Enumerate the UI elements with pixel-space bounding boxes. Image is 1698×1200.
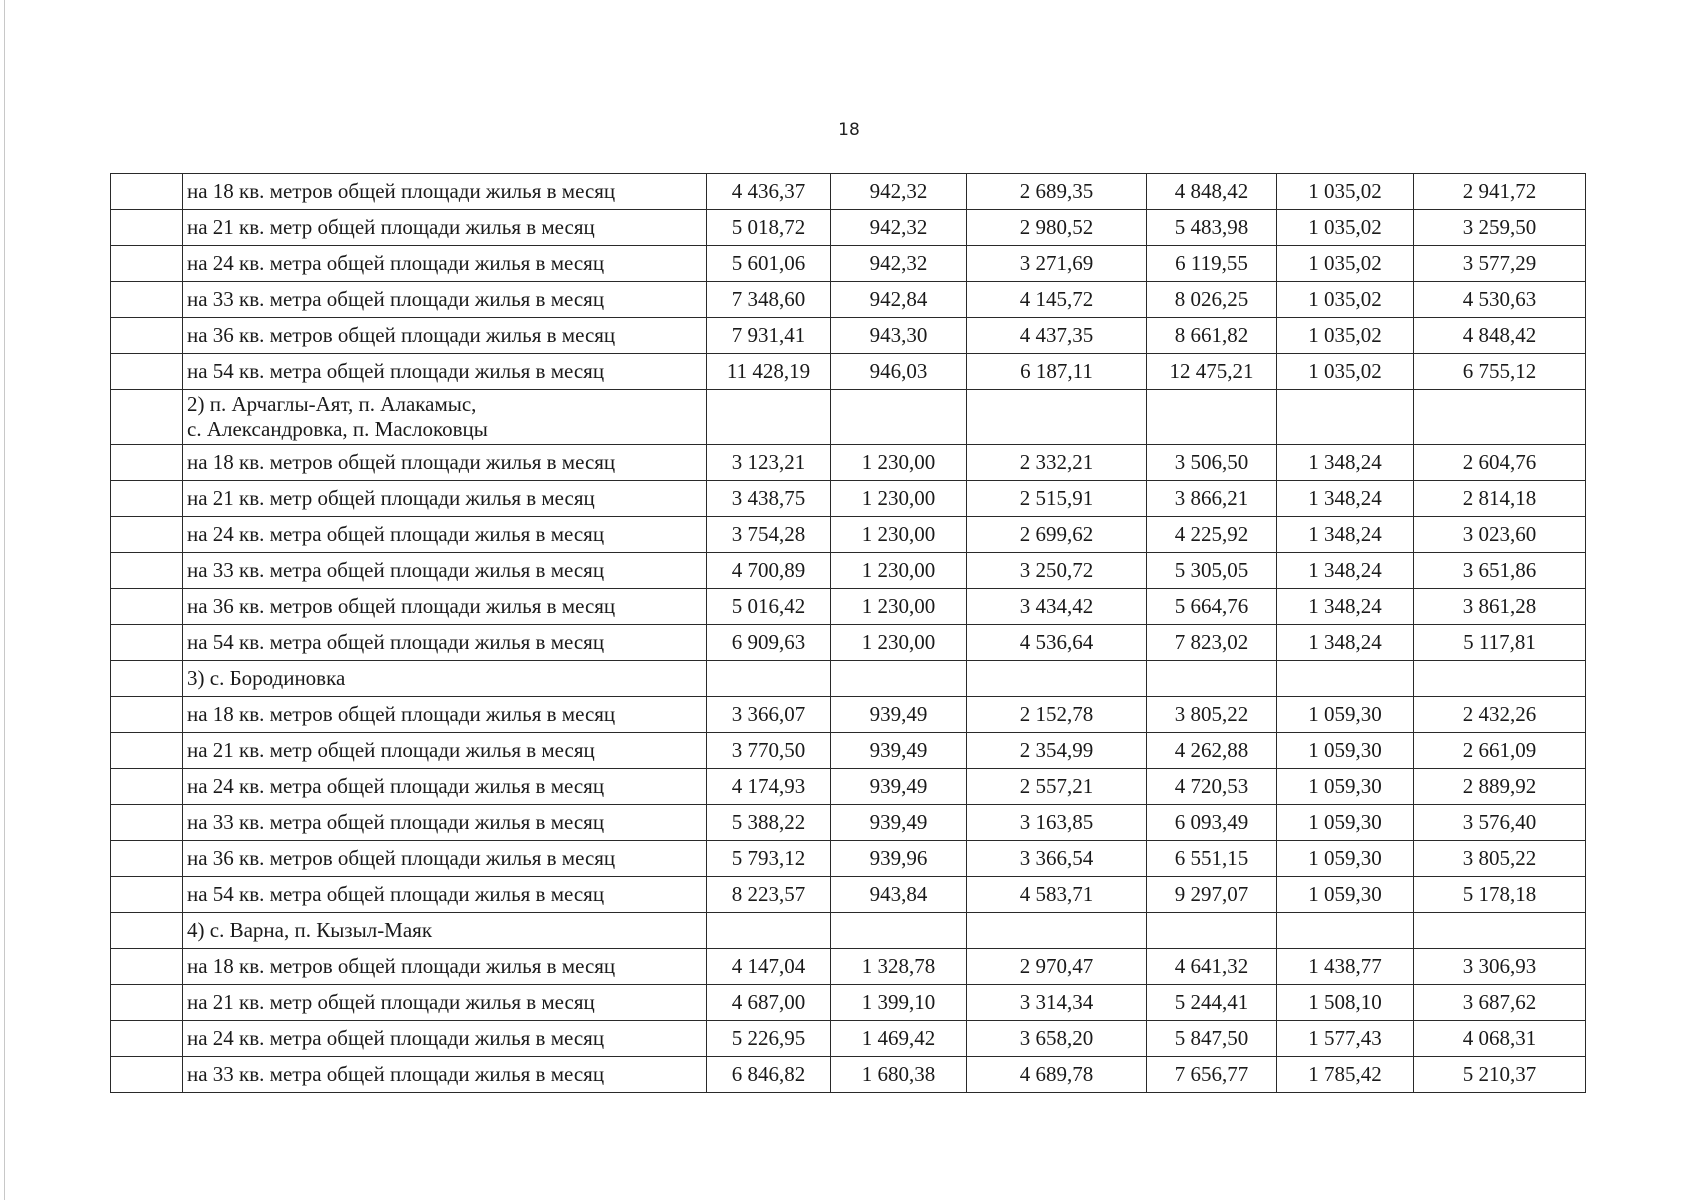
value-cell: 4 689,78 bbox=[967, 1057, 1147, 1093]
row-index-cell bbox=[111, 553, 183, 589]
row-label-cell: на 54 кв. метра общей площади жилья в месяц bbox=[183, 877, 707, 913]
value-cell: 3 770,50 bbox=[707, 733, 831, 769]
value-cell: 7 823,02 bbox=[1147, 625, 1277, 661]
value-cell: 1 348,24 bbox=[1277, 589, 1414, 625]
table-row bbox=[111, 481, 1586, 517]
row-index-cell bbox=[111, 877, 183, 913]
row-label-cell: на 18 кв. метров общей площади жилья в месяц bbox=[183, 697, 707, 733]
value-cell: 7 931,41 bbox=[707, 318, 831, 354]
value-cell: 3 314,34 bbox=[967, 985, 1147, 1021]
table-row bbox=[111, 805, 1586, 841]
row-index-cell bbox=[111, 282, 183, 318]
table-row bbox=[111, 625, 1586, 661]
value-cell: 1 348,24 bbox=[1277, 517, 1414, 553]
value-cell: 7 656,77 bbox=[1147, 1057, 1277, 1093]
value-cell: 3 866,21 bbox=[1147, 481, 1277, 517]
scan-edge-line bbox=[4, 0, 5, 1200]
value-cell: 1 438,77 bbox=[1277, 949, 1414, 985]
value-cell: 1 785,42 bbox=[1277, 1057, 1414, 1093]
row-label-cell: на 36 кв. метров общей площади жилья в месяц bbox=[183, 841, 707, 877]
table-row bbox=[111, 877, 1586, 913]
value-cell: 5 847,50 bbox=[1147, 1021, 1277, 1057]
value-cell: 4 848,42 bbox=[1147, 174, 1277, 210]
row-label-cell: на 21 кв. метр общей площади жилья в месяц bbox=[183, 210, 707, 246]
row-index-cell bbox=[111, 589, 183, 625]
value-cell: 1 230,00 bbox=[831, 445, 967, 481]
table-row bbox=[111, 354, 1586, 390]
row-label-cell: на 18 кв. метров общей площади жилья в месяц bbox=[183, 445, 707, 481]
group-label-line: 2) п. Арчаглы-Аят, п. Алакамыс, bbox=[187, 392, 477, 416]
row-label-cell: на 24 кв. метра общей площади жилья в месяц bbox=[183, 246, 707, 282]
group-label-cell bbox=[183, 661, 707, 697]
value-cell: 3 576,40 bbox=[1414, 805, 1586, 841]
value-cell: 1 035,02 bbox=[1277, 210, 1414, 246]
value-cell: 1 469,42 bbox=[831, 1021, 967, 1057]
group-label-cell bbox=[183, 913, 707, 949]
table-row bbox=[111, 949, 1586, 985]
value-cell: 8 026,25 bbox=[1147, 282, 1277, 318]
value-cell: 1 035,02 bbox=[1277, 246, 1414, 282]
row-label-cell: на 18 кв. метров общей площади жилья в месяц bbox=[183, 174, 707, 210]
row-label-cell: на 33 кв. метра общей площади жилья в месяц bbox=[183, 1057, 707, 1093]
value-cell: 5 210,37 bbox=[1414, 1057, 1586, 1093]
value-cell: 1 035,02 bbox=[1277, 282, 1414, 318]
table-row bbox=[111, 985, 1586, 1021]
value-cell bbox=[1147, 390, 1277, 445]
value-cell: 1 508,10 bbox=[1277, 985, 1414, 1021]
value-cell bbox=[831, 913, 967, 949]
row-label-cell: на 33 кв. метра общей площади жилья в месяц bbox=[183, 805, 707, 841]
value-cell bbox=[967, 390, 1147, 445]
value-cell: 6 093,49 bbox=[1147, 805, 1277, 841]
value-cell: 3 506,50 bbox=[1147, 445, 1277, 481]
value-cell: 11 428,19 bbox=[707, 354, 831, 390]
value-cell: 946,03 bbox=[831, 354, 967, 390]
table-row bbox=[111, 589, 1586, 625]
row-index-cell bbox=[111, 769, 183, 805]
group-row bbox=[111, 913, 1586, 949]
row-index-cell bbox=[111, 1057, 183, 1093]
value-cell: 1 230,00 bbox=[831, 625, 967, 661]
value-cell: 6 187,11 bbox=[967, 354, 1147, 390]
table-row bbox=[111, 282, 1586, 318]
value-cell: 2 432,26 bbox=[1414, 697, 1586, 733]
row-label-cell: на 33 кв. метра общей площади жилья в месяц bbox=[183, 553, 707, 589]
table-row bbox=[111, 517, 1586, 553]
value-cell: 6 551,15 bbox=[1147, 841, 1277, 877]
row-index-cell bbox=[111, 318, 183, 354]
value-cell: 3 754,28 bbox=[707, 517, 831, 553]
value-cell: 4 700,89 bbox=[707, 553, 831, 589]
value-cell: 943,30 bbox=[831, 318, 967, 354]
value-cell: 4 530,63 bbox=[1414, 282, 1586, 318]
value-cell: 5 793,12 bbox=[707, 841, 831, 877]
value-cell bbox=[967, 913, 1147, 949]
value-cell: 5 388,22 bbox=[707, 805, 831, 841]
value-cell: 4 583,71 bbox=[967, 877, 1147, 913]
value-cell: 5 601,06 bbox=[707, 246, 831, 282]
value-cell: 4 687,00 bbox=[707, 985, 831, 1021]
value-cell: 1 230,00 bbox=[831, 481, 967, 517]
value-cell: 1 059,30 bbox=[1277, 697, 1414, 733]
table-row bbox=[111, 841, 1586, 877]
page-number: 18 bbox=[838, 120, 860, 140]
value-cell: 5 483,98 bbox=[1147, 210, 1277, 246]
value-cell bbox=[831, 390, 967, 445]
value-cell: 1 680,38 bbox=[831, 1057, 967, 1093]
group-row bbox=[111, 390, 1586, 445]
row-index-cell bbox=[111, 354, 183, 390]
value-cell: 3 306,93 bbox=[1414, 949, 1586, 985]
value-cell: 1 230,00 bbox=[831, 553, 967, 589]
value-cell: 4 145,72 bbox=[967, 282, 1147, 318]
value-cell: 3 366,07 bbox=[707, 697, 831, 733]
row-label-cell: на 54 кв. метра общей площади жилья в месяц bbox=[183, 625, 707, 661]
value-cell: 6 846,82 bbox=[707, 1057, 831, 1093]
value-cell: 4 147,04 bbox=[707, 949, 831, 985]
value-cell: 8 223,57 bbox=[707, 877, 831, 913]
table-row bbox=[111, 445, 1586, 481]
row-index-cell bbox=[111, 210, 183, 246]
row-index-cell bbox=[111, 1021, 183, 1057]
table-row bbox=[111, 697, 1586, 733]
value-cell: 1 035,02 bbox=[1277, 318, 1414, 354]
value-cell: 9 297,07 bbox=[1147, 877, 1277, 913]
value-cell bbox=[1414, 913, 1586, 949]
value-cell: 2 814,18 bbox=[1414, 481, 1586, 517]
value-cell: 3 651,86 bbox=[1414, 553, 1586, 589]
row-label-cell: на 36 кв. метров общей площади жилья в месяц bbox=[183, 318, 707, 354]
value-cell: 3 577,29 bbox=[1414, 246, 1586, 282]
table-row bbox=[111, 174, 1586, 210]
value-cell: 3 366,54 bbox=[967, 841, 1147, 877]
value-cell: 5 664,76 bbox=[1147, 589, 1277, 625]
value-cell: 2 152,78 bbox=[967, 697, 1147, 733]
group-label-line: 3) с. Бородиновка bbox=[187, 666, 346, 690]
value-cell bbox=[707, 390, 831, 445]
row-index-cell bbox=[111, 913, 183, 949]
value-cell bbox=[1414, 661, 1586, 697]
value-cell: 3 687,62 bbox=[1414, 985, 1586, 1021]
group-row bbox=[111, 661, 1586, 697]
row-index-cell bbox=[111, 625, 183, 661]
table-row bbox=[111, 210, 1586, 246]
value-cell: 4 174,93 bbox=[707, 769, 831, 805]
table-row bbox=[111, 769, 1586, 805]
row-index-cell bbox=[111, 805, 183, 841]
value-cell: 3 250,72 bbox=[967, 553, 1147, 589]
value-cell: 942,32 bbox=[831, 174, 967, 210]
value-cell: 4 068,31 bbox=[1414, 1021, 1586, 1057]
value-cell: 5 226,95 bbox=[707, 1021, 831, 1057]
row-label-cell: на 24 кв. метра общей площади жилья в месяц bbox=[183, 1021, 707, 1057]
value-cell: 5 305,05 bbox=[1147, 553, 1277, 589]
value-cell: 2 515,91 bbox=[967, 481, 1147, 517]
value-cell: 4 436,37 bbox=[707, 174, 831, 210]
value-cell: 3 259,50 bbox=[1414, 210, 1586, 246]
row-label-cell: на 54 кв. метра общей площади жилья в месяц bbox=[183, 354, 707, 390]
row-label-cell: на 21 кв. метр общей площади жилья в месяц bbox=[183, 985, 707, 1021]
group-label-cell bbox=[183, 390, 707, 445]
value-cell: 7 348,60 bbox=[707, 282, 831, 318]
value-cell: 2 689,35 bbox=[967, 174, 1147, 210]
value-cell: 3 163,85 bbox=[967, 805, 1147, 841]
value-cell: 2 661,09 bbox=[1414, 733, 1586, 769]
value-cell: 3 658,20 bbox=[967, 1021, 1147, 1057]
row-label-cell: на 33 кв. метра общей площади жилья в месяц bbox=[183, 282, 707, 318]
value-cell: 2 970,47 bbox=[967, 949, 1147, 985]
value-cell: 939,49 bbox=[831, 805, 967, 841]
value-cell bbox=[1277, 661, 1414, 697]
value-cell: 943,84 bbox=[831, 877, 967, 913]
row-label-cell: на 24 кв. метра общей площади жилья в месяц bbox=[183, 517, 707, 553]
row-index-cell bbox=[111, 949, 183, 985]
row-label-cell: на 18 кв. метров общей площади жилья в месяц bbox=[183, 949, 707, 985]
value-cell: 1 035,02 bbox=[1277, 354, 1414, 390]
value-cell: 942,32 bbox=[831, 246, 967, 282]
value-cell: 1 348,24 bbox=[1277, 625, 1414, 661]
value-cell: 2 557,21 bbox=[967, 769, 1147, 805]
value-cell bbox=[1277, 390, 1414, 445]
value-cell: 2 980,52 bbox=[967, 210, 1147, 246]
value-cell: 5 178,18 bbox=[1414, 877, 1586, 913]
row-label-cell: на 24 кв. метра общей площади жилья в месяц bbox=[183, 769, 707, 805]
table-row bbox=[111, 246, 1586, 282]
value-cell: 5 016,42 bbox=[707, 589, 831, 625]
value-cell: 1 059,30 bbox=[1277, 733, 1414, 769]
row-index-cell bbox=[111, 174, 183, 210]
value-cell: 1 328,78 bbox=[831, 949, 967, 985]
value-cell: 3 805,22 bbox=[1414, 841, 1586, 877]
value-cell: 1 348,24 bbox=[1277, 481, 1414, 517]
value-cell: 3 123,21 bbox=[707, 445, 831, 481]
value-cell: 1 059,30 bbox=[1277, 805, 1414, 841]
value-cell: 2 941,72 bbox=[1414, 174, 1586, 210]
value-cell bbox=[967, 661, 1147, 697]
value-cell bbox=[831, 661, 967, 697]
table-row bbox=[111, 1057, 1586, 1093]
value-cell bbox=[707, 661, 831, 697]
value-cell bbox=[1277, 913, 1414, 949]
value-cell: 1 577,43 bbox=[1277, 1021, 1414, 1057]
value-cell: 2 332,21 bbox=[967, 445, 1147, 481]
value-cell: 2 354,99 bbox=[967, 733, 1147, 769]
value-cell: 3 271,69 bbox=[967, 246, 1147, 282]
row-label-cell: на 36 кв. метров общей площади жилья в месяц bbox=[183, 589, 707, 625]
value-cell: 939,49 bbox=[831, 769, 967, 805]
value-cell: 2 604,76 bbox=[1414, 445, 1586, 481]
value-cell: 5 117,81 bbox=[1414, 625, 1586, 661]
value-cell: 939,49 bbox=[831, 697, 967, 733]
value-cell: 12 475,21 bbox=[1147, 354, 1277, 390]
row-index-cell bbox=[111, 841, 183, 877]
value-cell bbox=[1147, 913, 1277, 949]
value-cell: 4 262,88 bbox=[1147, 733, 1277, 769]
row-index-cell bbox=[111, 661, 183, 697]
row-index-cell bbox=[111, 697, 183, 733]
table-row bbox=[111, 553, 1586, 589]
tariff-table bbox=[110, 173, 1586, 1093]
value-cell: 4 641,32 bbox=[1147, 949, 1277, 985]
row-index-cell bbox=[111, 390, 183, 445]
value-cell: 4 536,64 bbox=[967, 625, 1147, 661]
value-cell: 939,96 bbox=[831, 841, 967, 877]
value-cell: 1 059,30 bbox=[1277, 769, 1414, 805]
value-cell: 5 018,72 bbox=[707, 210, 831, 246]
value-cell: 3 023,60 bbox=[1414, 517, 1586, 553]
row-index-cell bbox=[111, 517, 183, 553]
value-cell: 939,49 bbox=[831, 733, 967, 769]
group-label-line: 4) с. Варна, п. Кызыл-Маяк bbox=[187, 918, 433, 942]
value-cell: 942,32 bbox=[831, 210, 967, 246]
row-index-cell bbox=[111, 985, 183, 1021]
value-cell: 6 119,55 bbox=[1147, 246, 1277, 282]
value-cell: 8 661,82 bbox=[1147, 318, 1277, 354]
value-cell: 3 805,22 bbox=[1147, 697, 1277, 733]
value-cell: 4 720,53 bbox=[1147, 769, 1277, 805]
value-cell: 2 699,62 bbox=[967, 517, 1147, 553]
row-index-cell bbox=[111, 445, 183, 481]
value-cell: 3 438,75 bbox=[707, 481, 831, 517]
table-row bbox=[111, 318, 1586, 354]
value-cell: 1 035,02 bbox=[1277, 174, 1414, 210]
value-cell: 5 244,41 bbox=[1147, 985, 1277, 1021]
value-cell: 4 437,35 bbox=[967, 318, 1147, 354]
row-index-cell bbox=[111, 733, 183, 769]
row-label-cell: на 21 кв. метр общей площади жилья в месяц bbox=[183, 733, 707, 769]
value-cell: 4 848,42 bbox=[1414, 318, 1586, 354]
table-row bbox=[111, 733, 1586, 769]
value-cell: 942,84 bbox=[831, 282, 967, 318]
value-cell: 1 348,24 bbox=[1277, 445, 1414, 481]
row-label-cell: на 21 кв. метр общей площади жилья в месяц bbox=[183, 481, 707, 517]
value-cell: 6 909,63 bbox=[707, 625, 831, 661]
table-row bbox=[111, 1021, 1586, 1057]
value-cell: 3 434,42 bbox=[967, 589, 1147, 625]
value-cell: 1 348,24 bbox=[1277, 553, 1414, 589]
table-body bbox=[111, 174, 1586, 1093]
value-cell: 3 861,28 bbox=[1414, 589, 1586, 625]
value-cell: 6 755,12 bbox=[1414, 354, 1586, 390]
row-index-cell bbox=[111, 246, 183, 282]
value-cell: 1 399,10 bbox=[831, 985, 967, 1021]
value-cell: 1 230,00 bbox=[831, 589, 967, 625]
value-cell: 1 059,30 bbox=[1277, 877, 1414, 913]
value-cell: 4 225,92 bbox=[1147, 517, 1277, 553]
value-cell: 2 889,92 bbox=[1414, 769, 1586, 805]
value-cell bbox=[707, 913, 831, 949]
row-index-cell bbox=[111, 481, 183, 517]
value-cell bbox=[1147, 661, 1277, 697]
value-cell bbox=[1414, 390, 1586, 445]
value-cell: 1 230,00 bbox=[831, 517, 967, 553]
group-label-line: с. Александровка, п. Маслоковцы bbox=[187, 417, 488, 441]
value-cell: 1 059,30 bbox=[1277, 841, 1414, 877]
